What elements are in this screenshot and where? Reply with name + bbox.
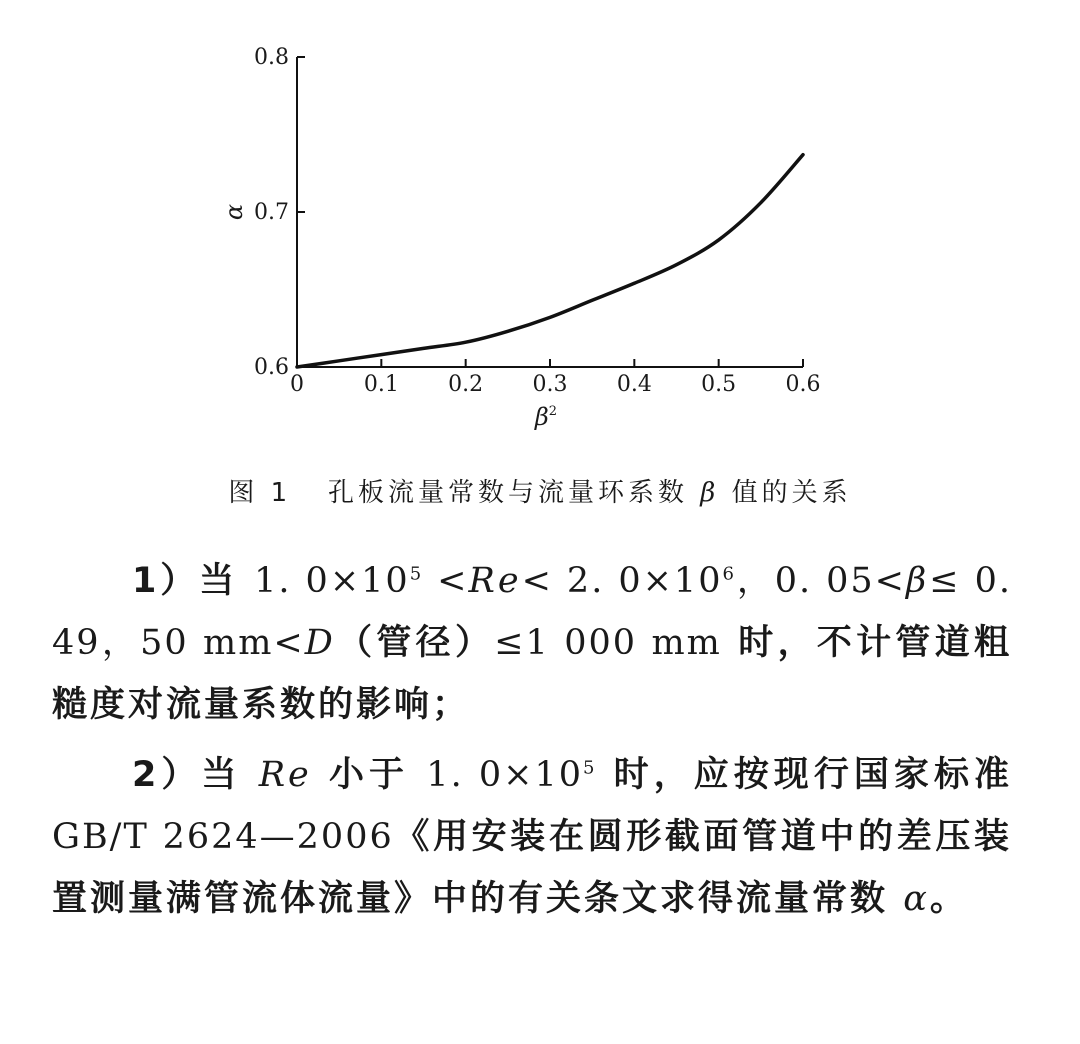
p2-exp: 5 <box>582 757 597 779</box>
p1-exp-2: 6 <box>722 563 736 585</box>
caption-text-2: 值的关系 <box>719 478 852 508</box>
x-tick-label: 0.5 <box>701 372 737 397</box>
x-axis-title <box>534 403 557 431</box>
p1-d: D <box>304 623 336 663</box>
p2-title: 《用安装在圆形截面管道中的差压装置测量满管流体流量》中的有关条文求得流量常数 <box>52 817 1012 919</box>
p1-lead: 1）当 <box>132 561 255 601</box>
x-tick-label: 0.1 <box>363 372 399 397</box>
p1-num-4: ≤ 0. 49，50 mm< <box>52 561 1012 663</box>
series-line <box>297 155 803 367</box>
p1-num-3: ，0. 05< <box>735 561 907 601</box>
p1-re: Re <box>468 561 522 601</box>
p1-num-5: ≤1 000 mm <box>494 623 722 663</box>
p2-end: 。 <box>929 879 968 919</box>
p1-guanjing: （管径） <box>335 623 495 663</box>
p1-num-2: < 2. 0×10 <box>521 561 723 601</box>
p2-standard: GB/T 2624—2006 <box>52 817 394 857</box>
p1-lt-1: < <box>423 561 469 601</box>
x-axis-title-base: β <box>534 403 549 431</box>
paragraph-1 <box>52 550 1012 736</box>
p1-exp-1: 5 <box>409 563 424 585</box>
y-tick-label: 0.6 <box>254 355 289 380</box>
p2-xiaoyu: 小于 <box>311 755 427 795</box>
figure-label: 图 1 <box>228 478 292 508</box>
p1-tail: 时，不计管道粗糙度对流量系数的影响； <box>52 623 1012 725</box>
p2-num: 1. 0×10 <box>426 755 583 795</box>
caption-greek: β <box>700 478 720 508</box>
p1-num-1: 1. 0×10 <box>254 561 410 601</box>
x-tick-label: 0.3 <box>532 372 568 397</box>
x-axis-title-exp: 2 <box>548 404 558 419</box>
p2-re: Re <box>258 755 312 795</box>
y-tick-label: 0.7 <box>254 200 289 225</box>
x-tick-label: 0.4 <box>616 372 652 397</box>
y-tick-label: 0.8 <box>254 45 289 70</box>
x-tick-label: 0 <box>290 372 304 397</box>
paragraph-2 <box>52 744 1012 930</box>
figure-caption <box>0 472 1080 509</box>
p2-mid: 时，应按现行国家标准 <box>596 755 1012 795</box>
caption-text-1: 孔板流量常数与流量环系数 <box>328 478 701 508</box>
x-tick-label: 0.2 <box>448 372 484 397</box>
p2-alpha: α <box>903 879 930 919</box>
x-ticks <box>290 359 821 397</box>
p2-lead: 2）当 <box>132 755 259 795</box>
x-tick-label: 0.6 <box>785 372 821 397</box>
chart-axes <box>297 57 803 367</box>
y-axis-title: α <box>220 203 248 221</box>
p1-beta: β <box>906 561 930 601</box>
chart <box>0 0 1080 460</box>
